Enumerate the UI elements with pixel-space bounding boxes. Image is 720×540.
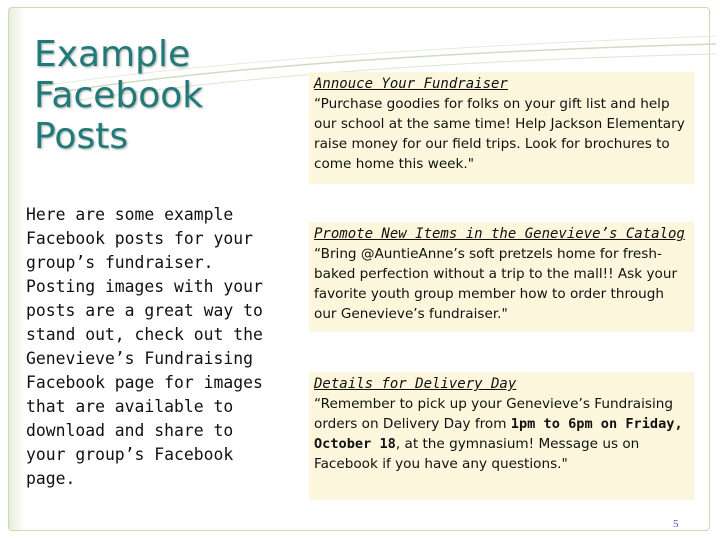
page-number: 5 (673, 518, 679, 530)
page-title: Example Facebook Posts (34, 34, 204, 157)
post-heading: Annouce Your Fundraiser (314, 76, 508, 92)
post-text (314, 394, 689, 474)
intro-text: Here are some example Facebook posts for your group’s fundraiser. Posting images with your posts are a great way to stand out, check out the Genevieve’s Fundraising Facebook page for images that are available to download and share to your group’s Facebook page. (26, 205, 263, 488)
post-text: “Purchase goodies for folks on your gift list and help our school at the same time! Help Jackson Elementary raise money for our field trips. Look for brochures to come home this week." (314, 96, 685, 172)
post-text: “Bring @AuntieAnne’s soft pretzels home for fresh-baked perfection without a trip to the mall!! Ask your favorite youth group member how to order through our Genevieve’s fundraiser." (314, 246, 678, 322)
post-heading: Promote New Items in the Genevieve’s Catalog (314, 226, 685, 242)
post-box-announce (309, 72, 694, 184)
post-box-promote (309, 222, 694, 332)
post-text-bold: 1pm to 6pm on Friday, October 18 (314, 416, 683, 452)
post-heading: Details for Delivery Day (314, 376, 517, 392)
post-text-start: “Remember to pick up your Genevieve’s Fundraising orders on Delivery Day from (314, 396, 673, 432)
post-box-delivery (309, 372, 694, 500)
post-text-end: , at the gymnasium! Message us on Facebook if you have any questions." (314, 436, 640, 472)
